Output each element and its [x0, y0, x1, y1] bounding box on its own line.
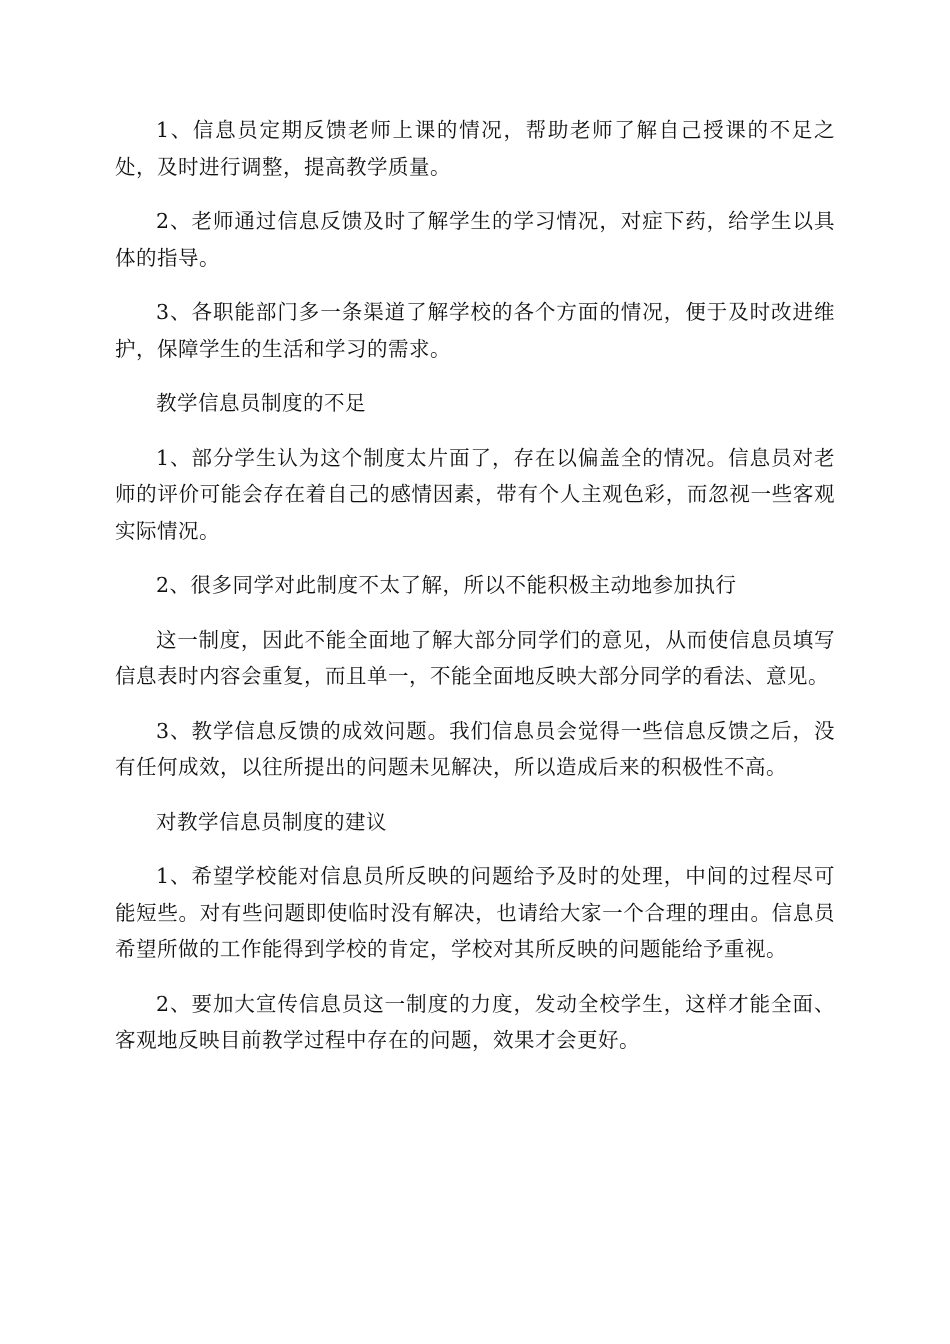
section-heading-suggestions: 对教学信息员制度的建议 [156, 809, 387, 834]
section-heading-shortcomings: 教学信息员制度的不足 [156, 391, 366, 415]
paragraph-suggestion-2: 2、要加大宣传信息员这一制度的力度，发动全校学生，这样才能全面、客观地反映目前教学过程中存在的问题，效果才会更好。 [115, 991, 835, 1052]
paragraph-benefit-2: 2、老师通过信息反馈及时了解学生的学习情况，对症下药，给学生以具体的指导。 [115, 209, 835, 270]
document-body [115, 112, 835, 1077]
paragraph-shortcoming-3: 3、教学信息反馈的成效问题。我们信息员会觉得一些信息反馈之后，没有任何成效，以往所提出的问题未见解决，所以造成后来的积极性不高。 [115, 718, 835, 779]
paragraph-suggestion-1: 1、希望学校能对信息员所反映的问题给予及时的处理，中间的过程尽可能短些。对有些问题即使临时没有解决，也请给大家一个合理的理由。信息员希望所做的工作能得到学校的肯定，学校对其所反映的问题能给予重视。 [115, 864, 835, 961]
paragraph-shortcoming-2: 2、很多同学对此制度不太了解，所以不能积极主动地参加执行 [156, 573, 737, 597]
paragraph-shortcoming-1: 1、部分学生认为这个制度太片面了，存在以偏盖全的情况。信息员对老师的评价可能会存在着自己的感情因素，带有个人主观色彩，而忽视一些客观实际情况。 [115, 445, 835, 543]
paragraph-benefit-3: 3、各职能部门多一条渠道了解学校的各个方面的情况，便于及时改进维护，保障学生的生活和学习的需求。 [115, 300, 835, 361]
paragraph-shortcoming-2-continued: 这一制度，因此不能全面地了解大部分同学们的意见，从而使信息员填写信息表时内容会重复，而且单一，不能全面地反映大部分同学的看法、意见。 [115, 627, 835, 688]
paragraph-benefit-1: 1、信息员定期反馈老师上课的情况，帮助老师了解自己授课的不足之处，及时进行调整，提高教学质量。 [115, 118, 835, 179]
